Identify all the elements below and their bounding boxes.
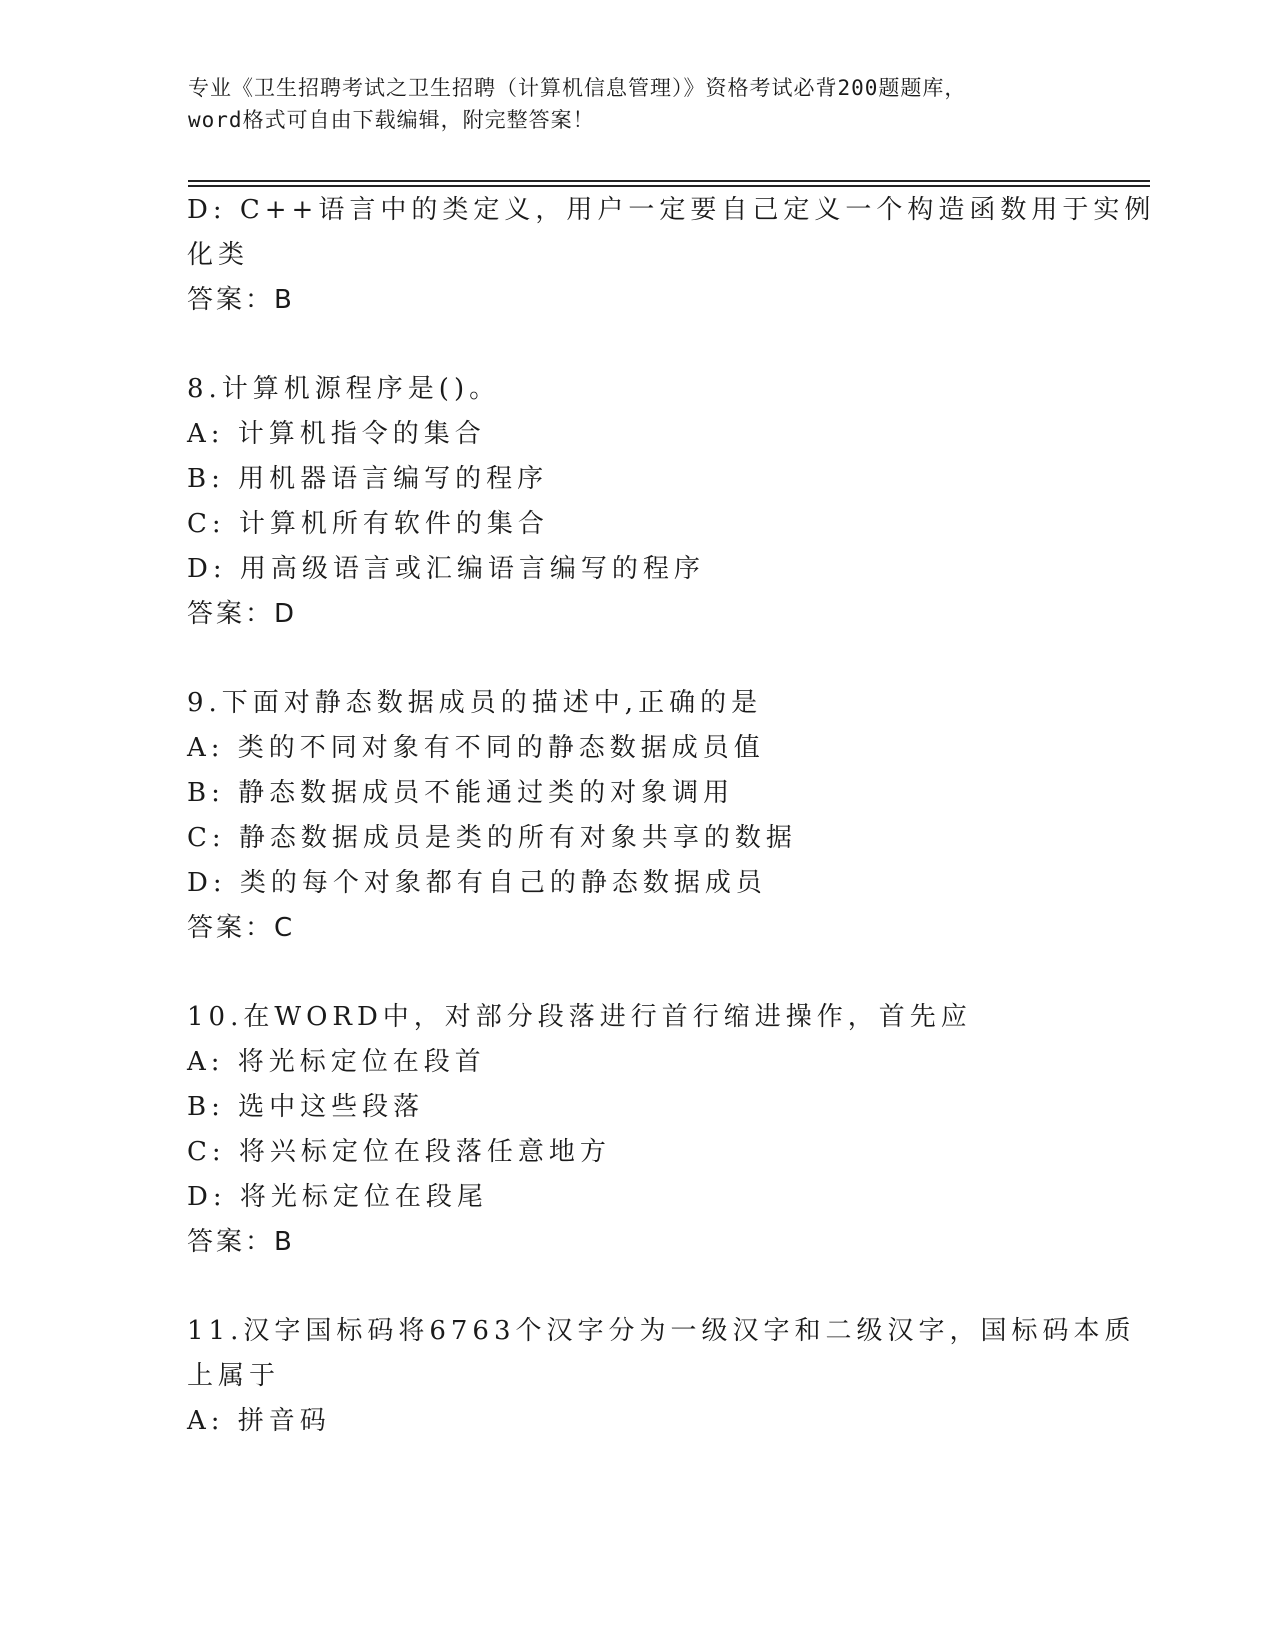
option-c: C: 静态数据成员是类的所有对象共享的数据 <box>187 823 797 853</box>
question-7-tail <box>187 188 1156 323</box>
document-body <box>187 188 1156 1444</box>
question-10 <box>187 995 1087 1265</box>
header-divider-top <box>188 180 1150 182</box>
spacer <box>187 951 1087 995</box>
answer: 答案：D <box>187 599 298 629</box>
header-title-line-1: 专业《卫生招聘考试之卫生招聘（计算机信息管理）》资格考试必背200题题库， <box>188 76 967 100</box>
spacer <box>187 637 1087 681</box>
document-header <box>188 72 1088 136</box>
question-9 <box>187 681 1087 951</box>
option-d: D: C++语言中的类定义，用户一定要自己定义一个构造函数用于实例 <box>187 195 1156 225</box>
option-d: D: 将光标定位在段尾 <box>187 1182 488 1212</box>
spacer <box>187 1265 1087 1309</box>
option-a: A: 拼音码 <box>187 1406 331 1436</box>
question-stem-continuation: 上属于 <box>187 1361 281 1391</box>
option-b: B: 静态数据成员不能通过类的对象调用 <box>187 778 735 808</box>
spacer <box>187 323 1087 367</box>
question-stem: 11.汉字国标码将6763个汉字分为一级汉字和二级汉字，国标码本质 <box>187 1316 1136 1346</box>
header-divider-bottom <box>188 185 1150 187</box>
option-a: A: 计算机指令的集合 <box>187 419 486 449</box>
answer: 答案：B <box>187 1227 295 1257</box>
question-11 <box>187 1309 1136 1444</box>
option-b: B: 选中这些段落 <box>187 1092 425 1122</box>
question-stem: 8.计算机源程序是()。 <box>187 374 501 404</box>
question-stem: 10.在WORD中，对部分段落进行首行缩进操作，首先应 <box>187 1002 972 1032</box>
option-c: C: 将兴标定位在段落任意地方 <box>187 1137 611 1167</box>
option-a: A: 将光标定位在段首 <box>187 1047 486 1077</box>
question-stem: 9.下面对静态数据成员的描述中,正确的是 <box>187 688 763 718</box>
option-d: D: 类的每个对象都有自己的静态数据成员 <box>187 868 767 898</box>
header-title-line-2: word格式可自由下载编辑，附完整答案！ <box>188 108 595 132</box>
answer: 答案：B <box>187 285 295 315</box>
option-d: D: 用高级语言或汇编语言编写的程序 <box>187 554 705 584</box>
option-b: B: 用机器语言编写的程序 <box>187 464 549 494</box>
question-8 <box>187 367 1087 637</box>
answer: 答案：C <box>187 913 296 943</box>
option-c: C: 计算机所有软件的集合 <box>187 509 549 539</box>
option-d-continuation: 化类 <box>187 240 250 270</box>
option-a: A: 类的不同对象有不同的静态数据成员值 <box>187 733 765 763</box>
